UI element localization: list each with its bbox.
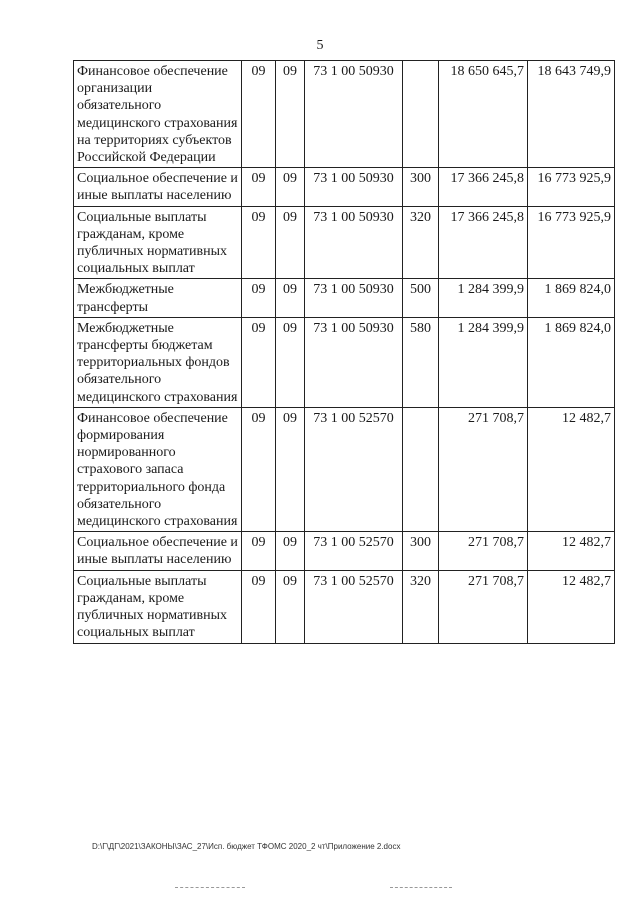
row-name: Социальные выплаты гражданам, кроме публичных нормативных социальных выплат	[74, 206, 242, 279]
row-name: Социальные выплаты гражданам, кроме публичных нормативных социальных выплат	[74, 570, 242, 643]
row-target-article: 73 1 00 50930	[305, 279, 403, 317]
table-row	[74, 407, 615, 531]
row-sum-actual: 1 869 824,0	[528, 279, 615, 317]
row-sum-plan: 17 366 245,8	[439, 206, 528, 279]
row-sum-actual: 12 482,7	[528, 570, 615, 643]
row-target-article: 73 1 00 50930	[305, 61, 403, 168]
scan-artifact-line	[175, 887, 245, 888]
row-sum-plan: 271 708,7	[439, 532, 528, 570]
row-sum-actual: 16 773 925,9	[528, 168, 615, 206]
row-section: 09	[242, 61, 276, 168]
row-target-article: 73 1 00 50930	[305, 206, 403, 279]
table-row	[74, 279, 615, 317]
row-sum-plan: 1 284 399,9	[439, 317, 528, 407]
row-sum-actual: 1 869 824,0	[528, 317, 615, 407]
row-expense-type: 580	[403, 317, 439, 407]
scan-artifact-line	[390, 887, 452, 888]
row-subsection: 09	[276, 279, 305, 317]
row-sum-plan: 18 650 645,7	[439, 61, 528, 168]
row-target-article: 73 1 00 50930	[305, 168, 403, 206]
row-name: Финансовое обеспечение организации обязательного медицинского страхования на территориях субъектов Российской Федерации	[74, 61, 242, 168]
row-target-article: 73 1 00 52570	[305, 407, 403, 531]
row-expense-type: 320	[403, 206, 439, 279]
row-name: Финансовое обеспечение формирования нормированного страхового запаса территориального фонда обязательного медицинского страхования	[74, 407, 242, 531]
row-subsection: 09	[276, 61, 305, 168]
row-subsection: 09	[276, 532, 305, 570]
row-name: Межбюджетные трансферты бюджетам территориальных фондов обязательного медицинского страхования	[74, 317, 242, 407]
row-expense-type: 500	[403, 279, 439, 317]
row-sum-actual: 12 482,7	[528, 532, 615, 570]
table-row	[74, 61, 615, 168]
row-expense-type: 300	[403, 532, 439, 570]
document-file-path: D:\Г\ДГ\2021\ЗАКОНЫ\ЗАС_27\Исп. бюджет ТФОМС 2020_2 чт\Приложение 2.docx	[92, 842, 401, 851]
table-row	[74, 168, 615, 206]
row-subsection: 09	[276, 206, 305, 279]
row-name: Социальное обеспечение и иные выплаты населению	[74, 168, 242, 206]
row-name: Социальное обеспечение и иные выплаты населению	[74, 532, 242, 570]
row-subsection: 09	[276, 407, 305, 531]
row-sum-plan: 1 284 399,9	[439, 279, 528, 317]
table-row	[74, 317, 615, 407]
row-subsection: 09	[276, 570, 305, 643]
row-sum-plan: 271 708,7	[439, 407, 528, 531]
row-expense-type	[403, 61, 439, 168]
row-target-article: 73 1 00 52570	[305, 532, 403, 570]
row-section: 09	[242, 570, 276, 643]
row-subsection: 09	[276, 168, 305, 206]
row-section: 09	[242, 532, 276, 570]
row-target-article: 73 1 00 50930	[305, 317, 403, 407]
page-number: 5	[316, 38, 324, 53]
row-sum-actual: 18 643 749,9	[528, 61, 615, 168]
row-expense-type: 300	[403, 168, 439, 206]
row-sum-actual: 12 482,7	[528, 407, 615, 531]
row-sum-actual: 16 773 925,9	[528, 206, 615, 279]
row-name: Межбюджетные трансферты	[74, 279, 242, 317]
row-target-article: 73 1 00 52570	[305, 570, 403, 643]
row-section: 09	[242, 407, 276, 531]
row-subsection: 09	[276, 317, 305, 407]
row-section: 09	[242, 317, 276, 407]
row-section: 09	[242, 279, 276, 317]
row-section: 09	[242, 168, 276, 206]
row-expense-type	[403, 407, 439, 531]
row-sum-plan: 271 708,7	[439, 570, 528, 643]
row-section: 09	[242, 206, 276, 279]
row-sum-plan: 17 366 245,8	[439, 168, 528, 206]
table-row	[74, 206, 615, 279]
table-row	[74, 570, 615, 643]
row-expense-type: 320	[403, 570, 439, 643]
budget-table	[73, 60, 615, 644]
table-row	[74, 532, 615, 570]
